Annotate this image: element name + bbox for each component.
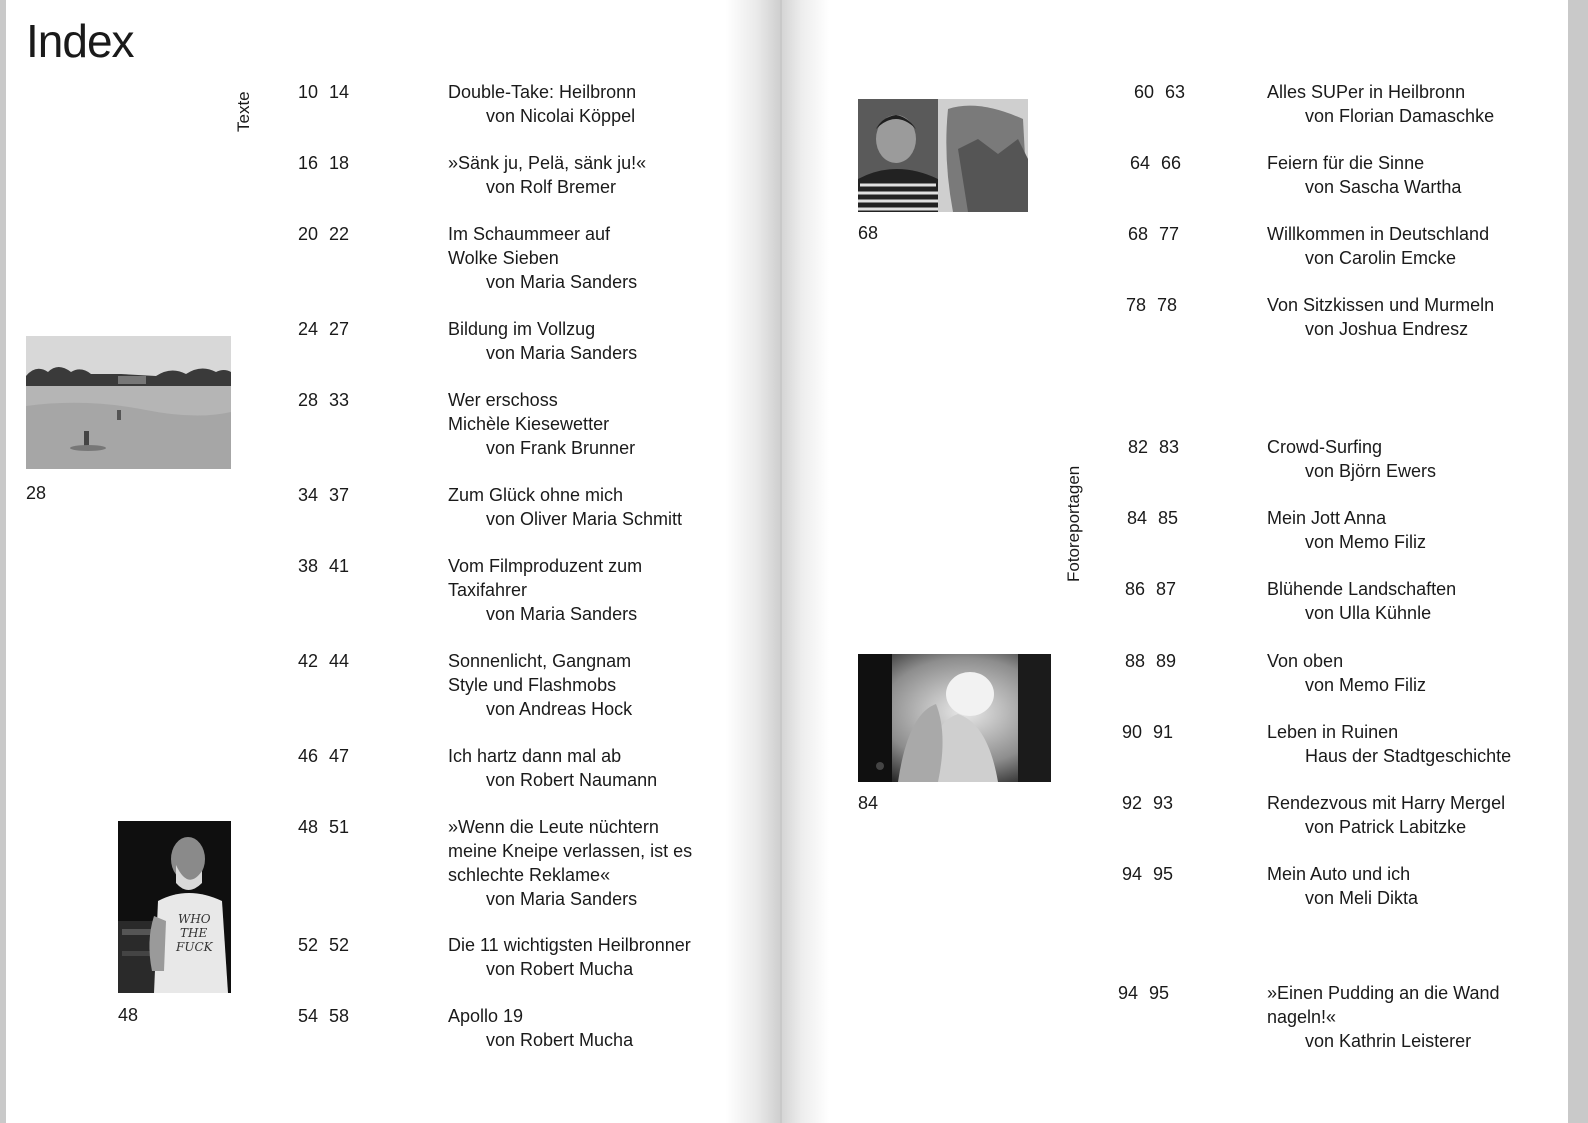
entry-author: von Björn Ewers xyxy=(1305,461,1437,481)
entry-title: Von Sitzkissen und Murmeln xyxy=(1267,295,1495,315)
page-numbers: 48 51 xyxy=(298,817,350,837)
entry-title: »Sänk ju, Pelä, sänk ju!« xyxy=(448,153,647,173)
entry-text xyxy=(448,317,748,365)
entry-author: Haus der Stadtgeschichte xyxy=(1305,746,1512,766)
entry-text xyxy=(1267,791,1567,839)
page-numbers: 42 44 xyxy=(298,651,350,671)
page-numbers: 78 78 xyxy=(1126,295,1178,315)
shirt-text-line2: THE xyxy=(180,926,208,940)
entry-text xyxy=(448,554,748,626)
entry-title: Ich hartz dann mal ab xyxy=(448,746,622,766)
entry-text xyxy=(448,744,748,792)
entry-title: Die 11 wichtigsten Heilbronner xyxy=(448,935,691,955)
page-numbers: 84 85 xyxy=(1127,508,1179,528)
page-numbers: 94 95 xyxy=(1122,864,1174,884)
entry-title: Crowd-Surfing xyxy=(1267,437,1383,457)
page-numbers: 60 63 xyxy=(1134,82,1186,102)
page-numbers: 52 52 xyxy=(298,935,350,955)
entry-text xyxy=(448,649,748,721)
entry-author: von Nicolai Köppel xyxy=(486,106,636,126)
entry-text xyxy=(448,388,748,460)
left-page xyxy=(6,0,780,1123)
page-numbers: 46 47 xyxy=(298,746,350,766)
entry-text xyxy=(448,933,748,981)
entry-author: von Rolf Bremer xyxy=(486,177,617,197)
entry-author: von Carolin Emcke xyxy=(1305,248,1457,268)
page-numbers: 92 93 xyxy=(1122,793,1174,813)
entry-text xyxy=(1267,506,1567,554)
entry-title: Double-Take: Heilbronn xyxy=(448,82,637,102)
entry-author: von Oliver Maria Schmitt xyxy=(486,509,683,529)
page-numbers: 90 91 xyxy=(1122,722,1174,742)
entry-text xyxy=(1267,222,1567,270)
entry-title: Von oben xyxy=(1267,651,1344,671)
entry-text xyxy=(1267,151,1567,199)
entry-author: von Robert Mucha xyxy=(486,959,634,979)
entry-text xyxy=(448,222,748,294)
entry-text xyxy=(1267,981,1567,1053)
page-numbers: 94 95 xyxy=(1118,983,1170,1003)
page-numbers: 86 87 xyxy=(1125,579,1177,599)
entry-text xyxy=(448,815,748,911)
page-numbers: 82 83 xyxy=(1128,437,1180,457)
entry-text xyxy=(1267,720,1567,768)
entry-title: Leben in Ruinen xyxy=(1267,722,1399,742)
page-numbers: 34 37 xyxy=(298,485,350,505)
entry-title: Alles SUPer in Heilbronn xyxy=(1267,82,1466,102)
page-numbers: 16 18 xyxy=(298,153,350,173)
section-label-fotoreportagen: Fotoreportagen xyxy=(1064,465,1083,582)
shirt-text-line1: WHO xyxy=(178,912,211,926)
field-photo xyxy=(26,336,231,469)
entry-text xyxy=(1267,649,1567,697)
entry-author: von Sascha Wartha xyxy=(1305,177,1462,197)
entry-author: von Maria Sanders xyxy=(486,343,638,363)
entry-title: Im Schaummeer auf Wolke Sieben xyxy=(448,224,611,268)
page-numbers: 20 22 xyxy=(298,224,350,244)
entry-author: von Andreas Hock xyxy=(486,699,633,719)
photo-caption: 68 xyxy=(858,223,879,243)
page-numbers: 38 41 xyxy=(298,556,350,576)
entry-title: Mein Jott Anna xyxy=(1267,508,1387,528)
entry-author: von Kathrin Leisterer xyxy=(1305,1031,1472,1051)
entry-title: Willkommen in Deutschland xyxy=(1267,224,1490,244)
entry-text xyxy=(1267,80,1567,128)
entry-author: von Joshua Endresz xyxy=(1305,319,1469,339)
entry-author: von Florian Damaschke xyxy=(1305,106,1495,126)
entry-author: von Ulla Kühnle xyxy=(1305,603,1432,623)
entry-text xyxy=(448,80,748,128)
entry-text xyxy=(1267,862,1567,910)
entry-author: von Maria Sanders xyxy=(486,272,638,292)
section-label-texte: Texte xyxy=(234,91,253,132)
entry-author: von Robert Mucha xyxy=(486,1030,634,1050)
right-page xyxy=(782,0,1568,1123)
entry-title: »Einen Pudding an die Wand nageln!« xyxy=(1267,983,1500,1027)
shirt-text-line3: FUCK xyxy=(176,940,213,954)
page-numbers: 64 66 xyxy=(1130,153,1182,173)
page-numbers: 10 14 xyxy=(298,82,350,102)
entry-author: von Robert Naumann xyxy=(486,770,658,790)
man-portrait-photo xyxy=(858,99,1028,212)
entry-author: von Patrick Labitzke xyxy=(1305,817,1467,837)
entry-text xyxy=(1267,293,1567,341)
entry-text xyxy=(448,151,748,199)
entry-title: Zum Glück ohne mich xyxy=(448,485,624,505)
photo-caption: 48 xyxy=(118,1005,139,1025)
entry-title: Wer erschoss Michèle Kiesewetter xyxy=(448,390,610,434)
entry-title: »Wenn die Leute nüchtern meine Kneipe verlassen, ist es schlechte Reklame« xyxy=(448,817,693,885)
entry-author: von Memo Filiz xyxy=(1305,675,1427,695)
photo-caption: 84 xyxy=(858,793,879,813)
embrace-photo xyxy=(858,654,1051,782)
entry-author: von Maria Sanders xyxy=(486,889,638,909)
page-numbers: 28 33 xyxy=(298,390,350,410)
entry-author: von Frank Brunner xyxy=(486,438,636,458)
entry-text xyxy=(1267,577,1567,625)
entry-title: Vom Filmproduzent zum Taxifahrer xyxy=(448,556,643,600)
entry-title: Mein Auto und ich xyxy=(1267,864,1411,884)
entry-title: Apollo 19 xyxy=(448,1006,524,1026)
portrait-photo xyxy=(118,821,231,993)
page-numbers: 88 89 xyxy=(1125,651,1177,671)
entry-title: Blühende Landschaften xyxy=(1267,579,1457,599)
page-title: Index xyxy=(26,15,134,67)
entry-text xyxy=(448,1004,748,1052)
page-numbers: 68 77 xyxy=(1128,224,1180,244)
entry-title: Sonnenlicht, Gangnam Style und Flashmobs xyxy=(448,651,632,695)
entry-text xyxy=(448,483,748,531)
photo-caption: 28 xyxy=(26,483,47,503)
entry-title: Feiern für die Sinne xyxy=(1267,153,1425,173)
entry-author: von Meli Dikta xyxy=(1305,888,1419,908)
entry-title: Rendezvous mit Harry Mergel xyxy=(1267,793,1506,813)
page-numbers: 54 58 xyxy=(298,1006,350,1026)
entry-author: von Memo Filiz xyxy=(1305,532,1427,552)
entry-text xyxy=(1267,435,1567,483)
page-numbers: 24 27 xyxy=(298,319,350,339)
entry-author: von Maria Sanders xyxy=(486,604,638,624)
entry-title: Bildung im Vollzug xyxy=(448,319,596,339)
